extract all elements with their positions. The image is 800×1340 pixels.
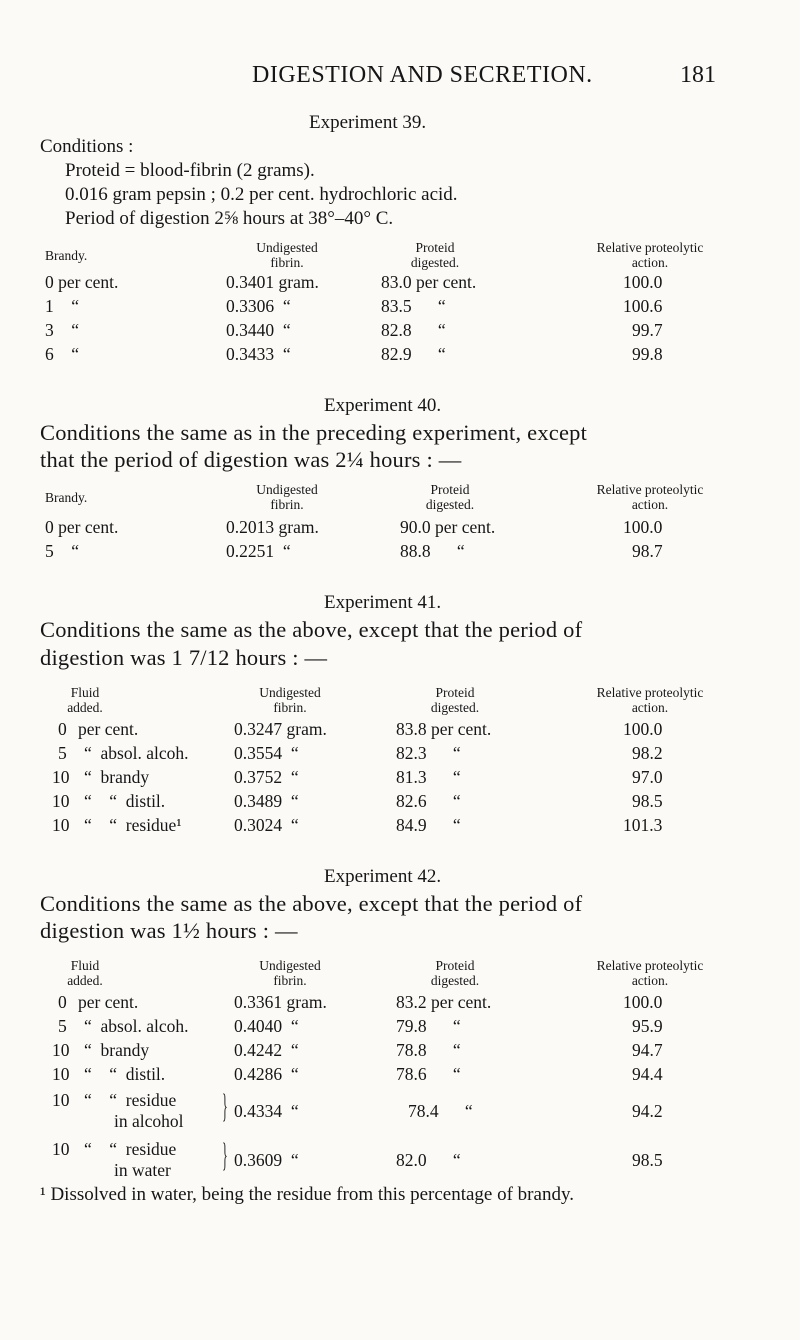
table-cell: 88.8 “ xyxy=(400,541,465,561)
table-cell: 97.0 xyxy=(632,767,663,787)
table-header-undigested: Undigested fibrin. xyxy=(256,482,318,512)
table-cell: 83.2 per cent. xyxy=(396,992,492,1012)
table-cell: “ absol. alcoh. xyxy=(84,1016,189,1036)
paragraph-line: Conditions the same as the above, except that the period of xyxy=(40,617,583,642)
table-cell: 98.5 xyxy=(632,1150,663,1170)
table-cell: 100.0 xyxy=(623,517,663,537)
table-header-proteid: Proteid digested. xyxy=(430,958,480,988)
table-cell: in alcohol xyxy=(114,1111,184,1131)
table-cell: “ “ residue xyxy=(84,1139,177,1159)
table-cell: 78.8 “ xyxy=(396,1040,461,1060)
table-cell: 101.3 xyxy=(623,815,663,835)
table-cell: “ “ residue xyxy=(84,1090,177,1110)
experiment-41-title: Experiment 41. xyxy=(324,592,442,613)
table-cell: 78.6 “ xyxy=(396,1064,461,1084)
experiment-40-title: Experiment 40. xyxy=(324,395,442,416)
table-cell: 0 per cent. xyxy=(45,272,119,292)
table-cell: 98.5 xyxy=(632,791,663,811)
table-cell: 0.3306 “ xyxy=(226,296,291,316)
table-cell: 0.3433 “ xyxy=(226,344,291,364)
table-cell: 78.4 “ xyxy=(408,1101,473,1121)
footnote: ¹ Dissolved in water, being the residue from this percentage of brandy. xyxy=(40,1184,574,1205)
table-cell: 83.5 “ xyxy=(381,296,446,316)
table-cell: 0 xyxy=(58,992,67,1012)
table-cell: 0 xyxy=(58,719,67,739)
table-header-relative: Relative proteolytic action. xyxy=(596,240,704,270)
table-cell: 0.3554 “ xyxy=(234,743,299,763)
running-head-title: DIGESTION AND SECRETION. xyxy=(252,62,593,88)
table-cell: 82.6 “ xyxy=(396,791,461,811)
table-cell: 0.2251 “ xyxy=(226,541,291,561)
table-cell: 0.3489 “ xyxy=(234,791,299,811)
table-cell: per cent. xyxy=(78,719,139,739)
table-cell: 82.3 “ xyxy=(396,743,461,763)
table-cell: 94.4 xyxy=(632,1064,663,1084)
table-cell: 10 xyxy=(52,1040,70,1060)
table-cell: 0.3401 gram. xyxy=(226,272,319,292)
table-header-brandy: Brandy. xyxy=(45,248,88,263)
table-cell: 100.0 xyxy=(623,272,663,292)
table-cell: 94.2 xyxy=(632,1101,663,1121)
table-cell: 6 “ xyxy=(45,344,80,364)
table-header-proteid: Proteid digested. xyxy=(425,482,475,512)
table-cell: 0.3024 “ xyxy=(234,815,299,835)
paragraph-line: that the period of digestion was 2¼ hours : — xyxy=(40,447,462,472)
table-cell: 99.8 xyxy=(632,344,663,364)
brace: } xyxy=(222,1088,228,1125)
table-cell: 10 xyxy=(52,767,70,787)
table-header-undigested: Undigested fibrin. xyxy=(259,958,321,988)
table-cell: 0.3609 “ xyxy=(234,1150,299,1170)
table-cell: 99.7 xyxy=(632,320,663,340)
condition-line-2: 0.016 gram pepsin ; 0.2 per cent. hydrochloric acid. xyxy=(65,184,458,205)
table-cell: per cent. xyxy=(78,992,139,1012)
table-cell: in water xyxy=(114,1160,171,1180)
table-cell: 84.9 “ xyxy=(396,815,461,835)
table-header-proteid: Proteid digested. xyxy=(430,685,480,715)
table-header-fluid: Fluid added. xyxy=(67,958,103,988)
table-cell: 0.3752 “ xyxy=(234,767,299,787)
brace: } xyxy=(222,1137,228,1174)
table-cell: 82.0 “ xyxy=(396,1150,461,1170)
table-cell: 0.3247 gram. xyxy=(234,719,327,739)
table-cell: 98.2 xyxy=(632,743,663,763)
table-cell: 0.3440 “ xyxy=(226,320,291,340)
table-cell: 3 “ xyxy=(45,320,80,340)
experiment-39-title: Experiment 39. xyxy=(309,112,427,133)
table-cell: 90.0 per cent. xyxy=(400,517,496,537)
table-cell: 10 xyxy=(52,815,70,835)
table-cell: 0 per cent. xyxy=(45,517,119,537)
table-cell: 10 xyxy=(52,1090,70,1110)
running-head xyxy=(0,62,800,92)
paragraph-line: digestion was 1½ hours : — xyxy=(40,918,298,943)
experiment-42-title: Experiment 42. xyxy=(324,866,442,887)
table-cell: 0.4334 “ xyxy=(234,1101,299,1121)
table-cell: 0.2013 gram. xyxy=(226,517,319,537)
table-cell: “ absol. alcoh. xyxy=(84,743,189,763)
table-cell: 83.0 per cent. xyxy=(381,272,477,292)
paragraph-line: Conditions the same as the above, except that the period of xyxy=(40,891,583,916)
table-cell: “ brandy xyxy=(84,1040,150,1060)
condition-line-3: Period of digestion 2⅝ hours at 38°–40° C. xyxy=(65,208,394,229)
table-header-relative: Relative proteolytic action. xyxy=(596,958,704,988)
conditions-label: Conditions : xyxy=(40,136,134,157)
condition-line-1: Proteid = blood-fibrin (2 grams). xyxy=(65,160,315,181)
table-cell: 1 “ xyxy=(45,296,80,316)
table-header-proteid: Proteid digested. xyxy=(410,240,460,270)
table-cell: 0.3361 gram. xyxy=(234,992,327,1012)
table-cell: 0.4286 “ xyxy=(234,1064,299,1084)
table-cell: 95.9 xyxy=(632,1016,663,1036)
paragraph-line: Conditions the same as in the preceding experiment, except xyxy=(40,420,588,445)
paragraph-line: digestion was 1 7/12 hours : — xyxy=(40,645,328,670)
table-cell: 82.9 “ xyxy=(381,344,446,364)
table-cell: 81.3 “ xyxy=(396,767,461,787)
table-cell: 83.8 per cent. xyxy=(396,719,492,739)
table-header-relative: Relative proteolytic action. xyxy=(596,482,704,512)
table-cell: 100.0 xyxy=(623,992,663,1012)
table-cell: 0.4040 “ xyxy=(234,1016,299,1036)
table-cell: “ “ distil. xyxy=(84,1064,166,1084)
table-header-relative: Relative proteolytic action. xyxy=(596,685,704,715)
table-header-undigested: Undigested fibrin. xyxy=(259,685,321,715)
page-number: 181 xyxy=(680,62,716,88)
table-header-brandy: Brandy. xyxy=(45,490,88,505)
table-cell: 10 xyxy=(52,1064,70,1084)
table-cell: 100.0 xyxy=(623,719,663,739)
table-cell: 10 xyxy=(52,1139,70,1159)
table-cell: 98.7 xyxy=(632,541,663,561)
table-header-undigested: Undigested fibrin. xyxy=(256,240,318,270)
table-cell: 10 xyxy=(52,791,70,811)
table-cell: “ “ residue¹ xyxy=(84,815,182,835)
table-cell: 82.8 “ xyxy=(381,320,446,340)
table-cell: 79.8 “ xyxy=(396,1016,461,1036)
table-cell: 5 “ xyxy=(45,541,80,561)
table-header-fluid: Fluid added. xyxy=(67,685,103,715)
table-cell: 5 xyxy=(58,743,67,763)
table-cell: 94.7 xyxy=(632,1040,663,1060)
table-cell: 100.6 xyxy=(623,296,663,316)
table-cell: “ “ distil. xyxy=(84,791,166,811)
table-cell: 0.4242 “ xyxy=(234,1040,299,1060)
table-cell: “ brandy xyxy=(84,767,150,787)
table-cell: 5 xyxy=(58,1016,67,1036)
